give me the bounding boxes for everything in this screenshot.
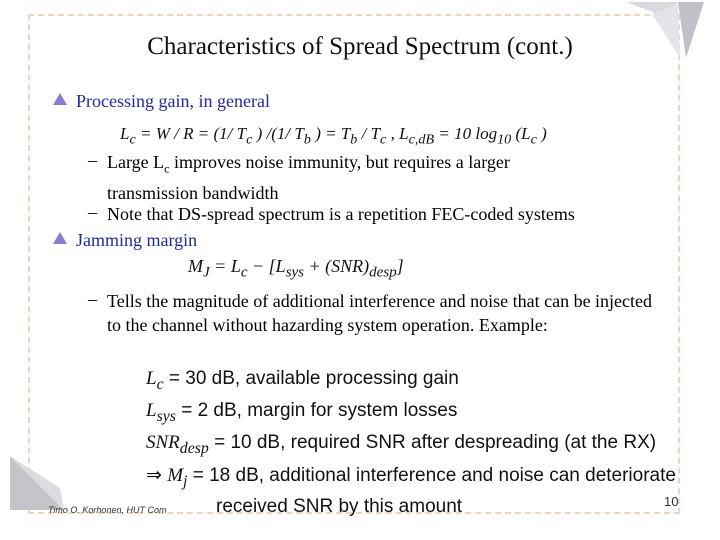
example-line-received-snr: received SNR by this amount [216, 496, 463, 517]
dash-marker: – [88, 150, 97, 170]
processing-gain-equation: $L_c = W / R = (1/$ $T_c$ ) /(1/ $T_b$ ) = $T_b / T_c$ , $L_{c,dB} = 10$ $\log_{10} (L_c$ ) [120, 124, 547, 148]
jamming-margin-equation: $M_J = L_c - [L_{sys} + (SNR)_{desp}]$ [188, 256, 404, 281]
example-line-required-snr: $SNR_{desp} = 10$ dB, required SNR after despreading (at the RX) [146, 432, 657, 457]
footer-author: Timo O. Korhonen, HUT Com [48, 505, 167, 515]
bullet-jamming-margin: Jamming margin [76, 230, 198, 250]
sub-bullet-ds-spread: Note that DS-spread spectrum is a repetition FEC-coded systems [107, 204, 575, 224]
example-line-jamming-result: ⇒ $M_j = 18$ dB, additional interference and noise can deteriorate [146, 465, 676, 490]
dash-marker: – [88, 289, 97, 309]
sub-bullet-noise-immunity [107, 150, 667, 205]
example-line-processing-gain: $L_c = 30$ dB, available processing gain [146, 368, 459, 393]
bullet-icon [53, 93, 67, 105]
dash-marker: – [88, 202, 97, 222]
example-line-system-losses: $L_{sys} = 2$ dB, margin for system losses [146, 400, 458, 425]
sub1a-line1: Large $L_c$ improves noise immunity, but requires a larger [107, 152, 510, 176]
page-number: 10 [664, 494, 679, 509]
bullet-icon [53, 232, 67, 244]
bullet-processing-gain: Processing gain, in general [76, 91, 270, 111]
slide-title: Characteristics of Spread Spectrum (cont.) [147, 33, 573, 60]
sub-bullet-jamming-description: Tells the magnitude of additional interference and noise that can be injected to the channel without hazarding system operation. Example: [107, 291, 653, 335]
sub1a-line2: transmission bandwidth [107, 182, 279, 203]
